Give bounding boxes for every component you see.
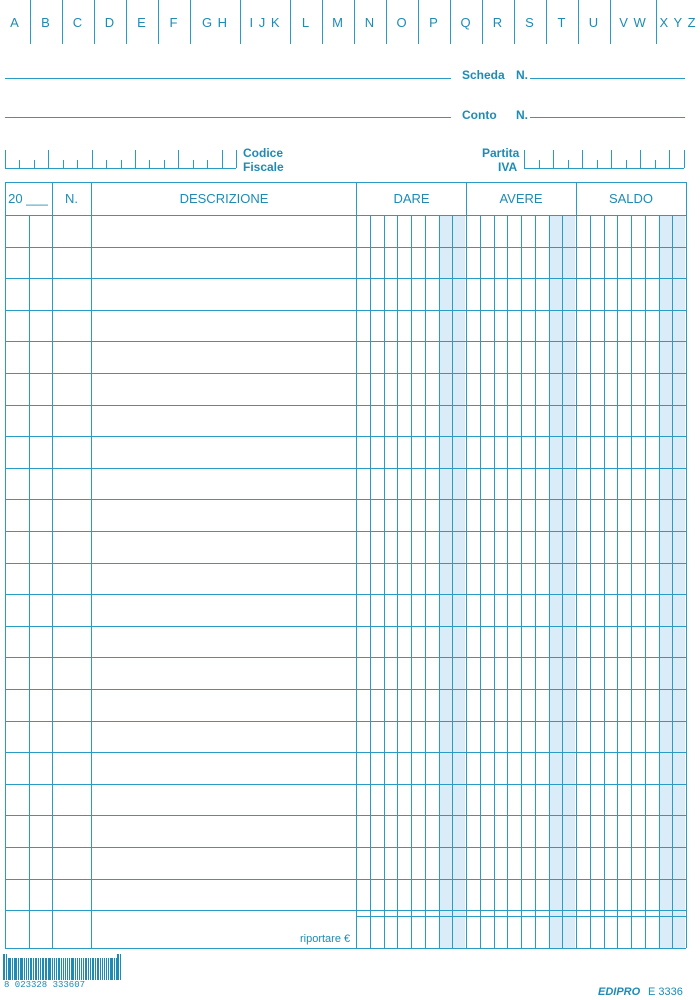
grid-line	[439, 215, 440, 948]
barcode-bar	[42, 958, 44, 980]
grid-line	[452, 215, 453, 948]
partita-label: Partita	[482, 146, 520, 160]
grid-line	[5, 341, 686, 342]
barcode-bar	[21, 958, 23, 980]
barcode-bar	[9, 958, 11, 980]
grid-line	[5, 278, 686, 279]
barcode-bar	[77, 958, 78, 980]
barcode-bar	[26, 958, 27, 980]
index-tab-d[interactable]: D	[104, 15, 116, 30]
dare-column-header: DARE	[393, 191, 430, 206]
grid-line	[494, 215, 495, 948]
index-tab-separator	[30, 0, 31, 44]
grid-line	[672, 215, 673, 948]
box-tick	[92, 150, 93, 168]
barcode-bar	[3, 954, 5, 980]
codice-fiscale-field[interactable]	[5, 168, 236, 169]
barcode-bar	[117, 954, 119, 980]
box-tick	[106, 160, 107, 168]
grid-line	[645, 215, 646, 948]
grid-line	[356, 182, 357, 948]
grid-line	[466, 182, 467, 948]
barcode-bar	[108, 958, 109, 980]
box-tick	[149, 160, 150, 168]
fiscale-label: Fiscale	[243, 160, 284, 174]
index-tab-p[interactable]: P	[429, 15, 439, 30]
grid-line	[5, 689, 686, 690]
grid-line	[535, 215, 536, 948]
barcode-bar	[28, 958, 29, 980]
index-tab-e[interactable]: E	[137, 15, 147, 30]
barcode-bar	[83, 958, 84, 980]
description-column-header: DESCRIZIONE	[179, 191, 269, 206]
index-tab-xyz[interactable]: X Y Z	[659, 15, 697, 30]
box-tick	[178, 150, 179, 168]
barcode-bar	[65, 958, 66, 980]
box-tick	[582, 150, 583, 168]
box-tick	[611, 150, 612, 168]
barcode-bar	[71, 958, 74, 980]
grid-line	[5, 815, 686, 816]
grid-line	[576, 182, 577, 948]
grid-line	[590, 215, 591, 948]
box-tick	[77, 160, 78, 168]
box-tick	[597, 160, 598, 168]
grid-line	[5, 405, 686, 406]
barcode-bar	[90, 958, 91, 980]
barcode-bar	[48, 958, 51, 980]
index-tab-ijk[interactable]: I J K	[249, 15, 281, 30]
grid-line	[480, 215, 481, 948]
box-tick	[207, 160, 208, 168]
barcode-bar	[63, 958, 64, 980]
box-tick	[236, 150, 237, 168]
box-tick	[34, 160, 35, 168]
barcode-bar	[88, 958, 89, 980]
grid-line	[5, 215, 686, 216]
barcode-bar	[75, 958, 76, 980]
barcode-bar	[81, 958, 82, 980]
barcode-bar	[45, 958, 46, 980]
box-tick	[669, 150, 670, 168]
index-tab-separator	[158, 0, 159, 44]
index-tab-separator	[610, 0, 611, 44]
barcode-bar	[8, 958, 9, 980]
grid-line	[5, 752, 686, 753]
barcode-bar	[24, 958, 25, 980]
grid-line	[5, 626, 686, 627]
index-tab-separator	[240, 0, 241, 44]
index-tab-n[interactable]: N	[364, 15, 376, 30]
barcode-bar	[58, 958, 60, 980]
barcode-bar	[56, 958, 58, 980]
index-tab-a[interactable]: A	[10, 15, 20, 30]
riportare-label: riportare €	[300, 933, 351, 945]
grid-line	[5, 594, 686, 595]
box-tick	[539, 160, 540, 168]
barcode-bar	[30, 958, 33, 980]
index-tab-r[interactable]: R	[492, 15, 504, 30]
partita-iva-field[interactable]	[524, 168, 684, 169]
barcode-number: 8 023328 333607	[4, 980, 86, 990]
grid-line	[5, 182, 6, 948]
grid-line	[604, 215, 605, 948]
grid-line	[5, 373, 686, 374]
index-tab-separator	[514, 0, 515, 44]
grid-line	[5, 499, 686, 500]
grid-line	[549, 215, 550, 948]
barcode-bar	[106, 958, 107, 980]
index-tab-t[interactable]: T	[557, 15, 567, 30]
box-tick	[121, 160, 122, 168]
box-tick	[193, 160, 194, 168]
index-tab-f[interactable]: F	[169, 15, 179, 30]
index-tab-separator	[354, 0, 355, 44]
grid-line	[5, 910, 686, 911]
barcode-bar	[120, 954, 121, 980]
index-tab-separator	[418, 0, 419, 44]
grid-line	[5, 847, 686, 848]
index-tab-q[interactable]: Q	[460, 15, 472, 30]
barcode-bar	[46, 958, 47, 980]
index-tab-separator	[190, 0, 191, 44]
grid-line	[356, 916, 686, 917]
grid-line	[5, 721, 686, 722]
index-tab-separator	[656, 0, 657, 44]
grid-line	[5, 531, 686, 532]
alphabet-index-tabs	[0, 0, 700, 44]
grid-line	[5, 657, 686, 658]
grid-line	[5, 182, 686, 183]
index-tab-separator	[94, 0, 95, 44]
grid-line	[5, 948, 686, 949]
index-tab-m[interactable]: M	[332, 15, 344, 30]
iva-label: IVA	[498, 160, 518, 174]
barcode-bar	[67, 958, 69, 980]
barcode-bar	[114, 958, 115, 980]
number-column-header: N.	[65, 191, 78, 206]
grid-line	[91, 182, 92, 948]
barcode-bar	[97, 958, 99, 980]
conto-line	[5, 117, 451, 118]
grid-line	[425, 215, 426, 948]
index-tab-separator	[126, 0, 127, 44]
year-column-header: 20 ___	[8, 191, 48, 206]
box-tick	[135, 150, 136, 168]
index-tab-separator	[386, 0, 387, 44]
barcode-bar	[52, 958, 53, 980]
barcode-bar	[116, 958, 117, 980]
grid-line	[507, 215, 508, 948]
barcode-bar	[12, 958, 13, 980]
box-tick	[164, 160, 165, 168]
scheda-label: Scheda	[462, 68, 505, 82]
barcode-bar	[33, 958, 34, 980]
box-tick	[655, 160, 656, 168]
barcode-bar	[20, 958, 21, 980]
grid-line	[521, 215, 522, 948]
index-tab-o[interactable]: O	[396, 15, 408, 30]
barcode-bar	[40, 958, 41, 980]
scheda-line	[5, 78, 451, 79]
grid-line	[617, 215, 618, 948]
box-tick	[222, 150, 223, 168]
scheda-number-label: N.	[516, 68, 528, 82]
barcode-bar	[100, 958, 101, 980]
box-tick	[553, 150, 554, 168]
barcode-bar	[85, 958, 87, 980]
grid-line	[370, 215, 371, 948]
index-tab-l[interactable]: L	[301, 15, 311, 30]
index-tab-b[interactable]: B	[41, 15, 51, 30]
barcode-bar	[35, 958, 37, 980]
grid-line	[5, 247, 686, 248]
box-tick	[48, 150, 49, 168]
barcode-bar	[54, 958, 55, 980]
grid-line	[5, 436, 686, 437]
box-tick	[626, 160, 627, 168]
grid-line	[29, 215, 30, 948]
index-tab-gh[interactable]: G H	[201, 15, 229, 30]
grid-line	[631, 215, 632, 948]
box-tick	[5, 150, 6, 168]
box-tick	[524, 150, 525, 168]
index-tab-c[interactable]: C	[72, 15, 84, 30]
index-tab-vw[interactable]: V W	[619, 15, 647, 30]
barcode-bar	[102, 958, 103, 980]
grid-line	[384, 215, 385, 948]
barcode-bar	[69, 958, 70, 980]
barcode-bar	[92, 958, 95, 980]
barcode-bar	[104, 958, 106, 980]
barcode-bar	[14, 958, 17, 980]
index-tab-s[interactable]: S	[525, 15, 535, 30]
grid-line	[5, 879, 686, 880]
index-tab-separator	[482, 0, 483, 44]
grid-line	[5, 784, 686, 785]
barcode-bar	[110, 958, 113, 980]
barcode-image	[3, 954, 121, 980]
codice-label: Codice	[243, 146, 284, 160]
box-tick	[19, 160, 20, 168]
index-tab-separator	[290, 0, 291, 44]
barcode-bar	[61, 958, 62, 980]
grid-line	[52, 182, 53, 948]
grid-line	[411, 215, 412, 948]
grid-line	[686, 182, 687, 948]
grid-line	[5, 563, 686, 564]
index-tab-separator	[578, 0, 579, 44]
barcode-bar	[79, 958, 81, 980]
saldo-column-header: SALDO	[608, 191, 654, 206]
scheda-number-field[interactable]	[530, 78, 685, 79]
index-tab-separator	[62, 0, 63, 44]
grid-line	[659, 215, 660, 948]
conto-number-field[interactable]	[530, 117, 685, 118]
brand-logo: EDIPRO	[598, 986, 641, 998]
barcode-bar	[18, 958, 19, 980]
grid-line	[5, 468, 686, 469]
grid-line	[5, 310, 686, 311]
grid-line	[397, 215, 398, 948]
index-tab-separator	[546, 0, 547, 44]
index-tab-separator	[322, 0, 323, 44]
index-tab-separator	[450, 0, 451, 44]
barcode-bar	[95, 958, 96, 980]
barcode-bar	[6, 954, 7, 980]
product-code: E 3336	[648, 986, 683, 998]
avere-column-header: AVERE	[499, 191, 543, 206]
index-tab-u[interactable]: U	[588, 15, 600, 30]
box-tick	[640, 150, 641, 168]
box-tick	[63, 160, 64, 168]
conto-label: Conto	[462, 108, 497, 122]
box-tick	[684, 150, 685, 168]
grid-line	[562, 215, 563, 948]
conto-number-label: N.	[516, 108, 528, 122]
box-tick	[568, 160, 569, 168]
barcode-bar	[38, 958, 39, 980]
